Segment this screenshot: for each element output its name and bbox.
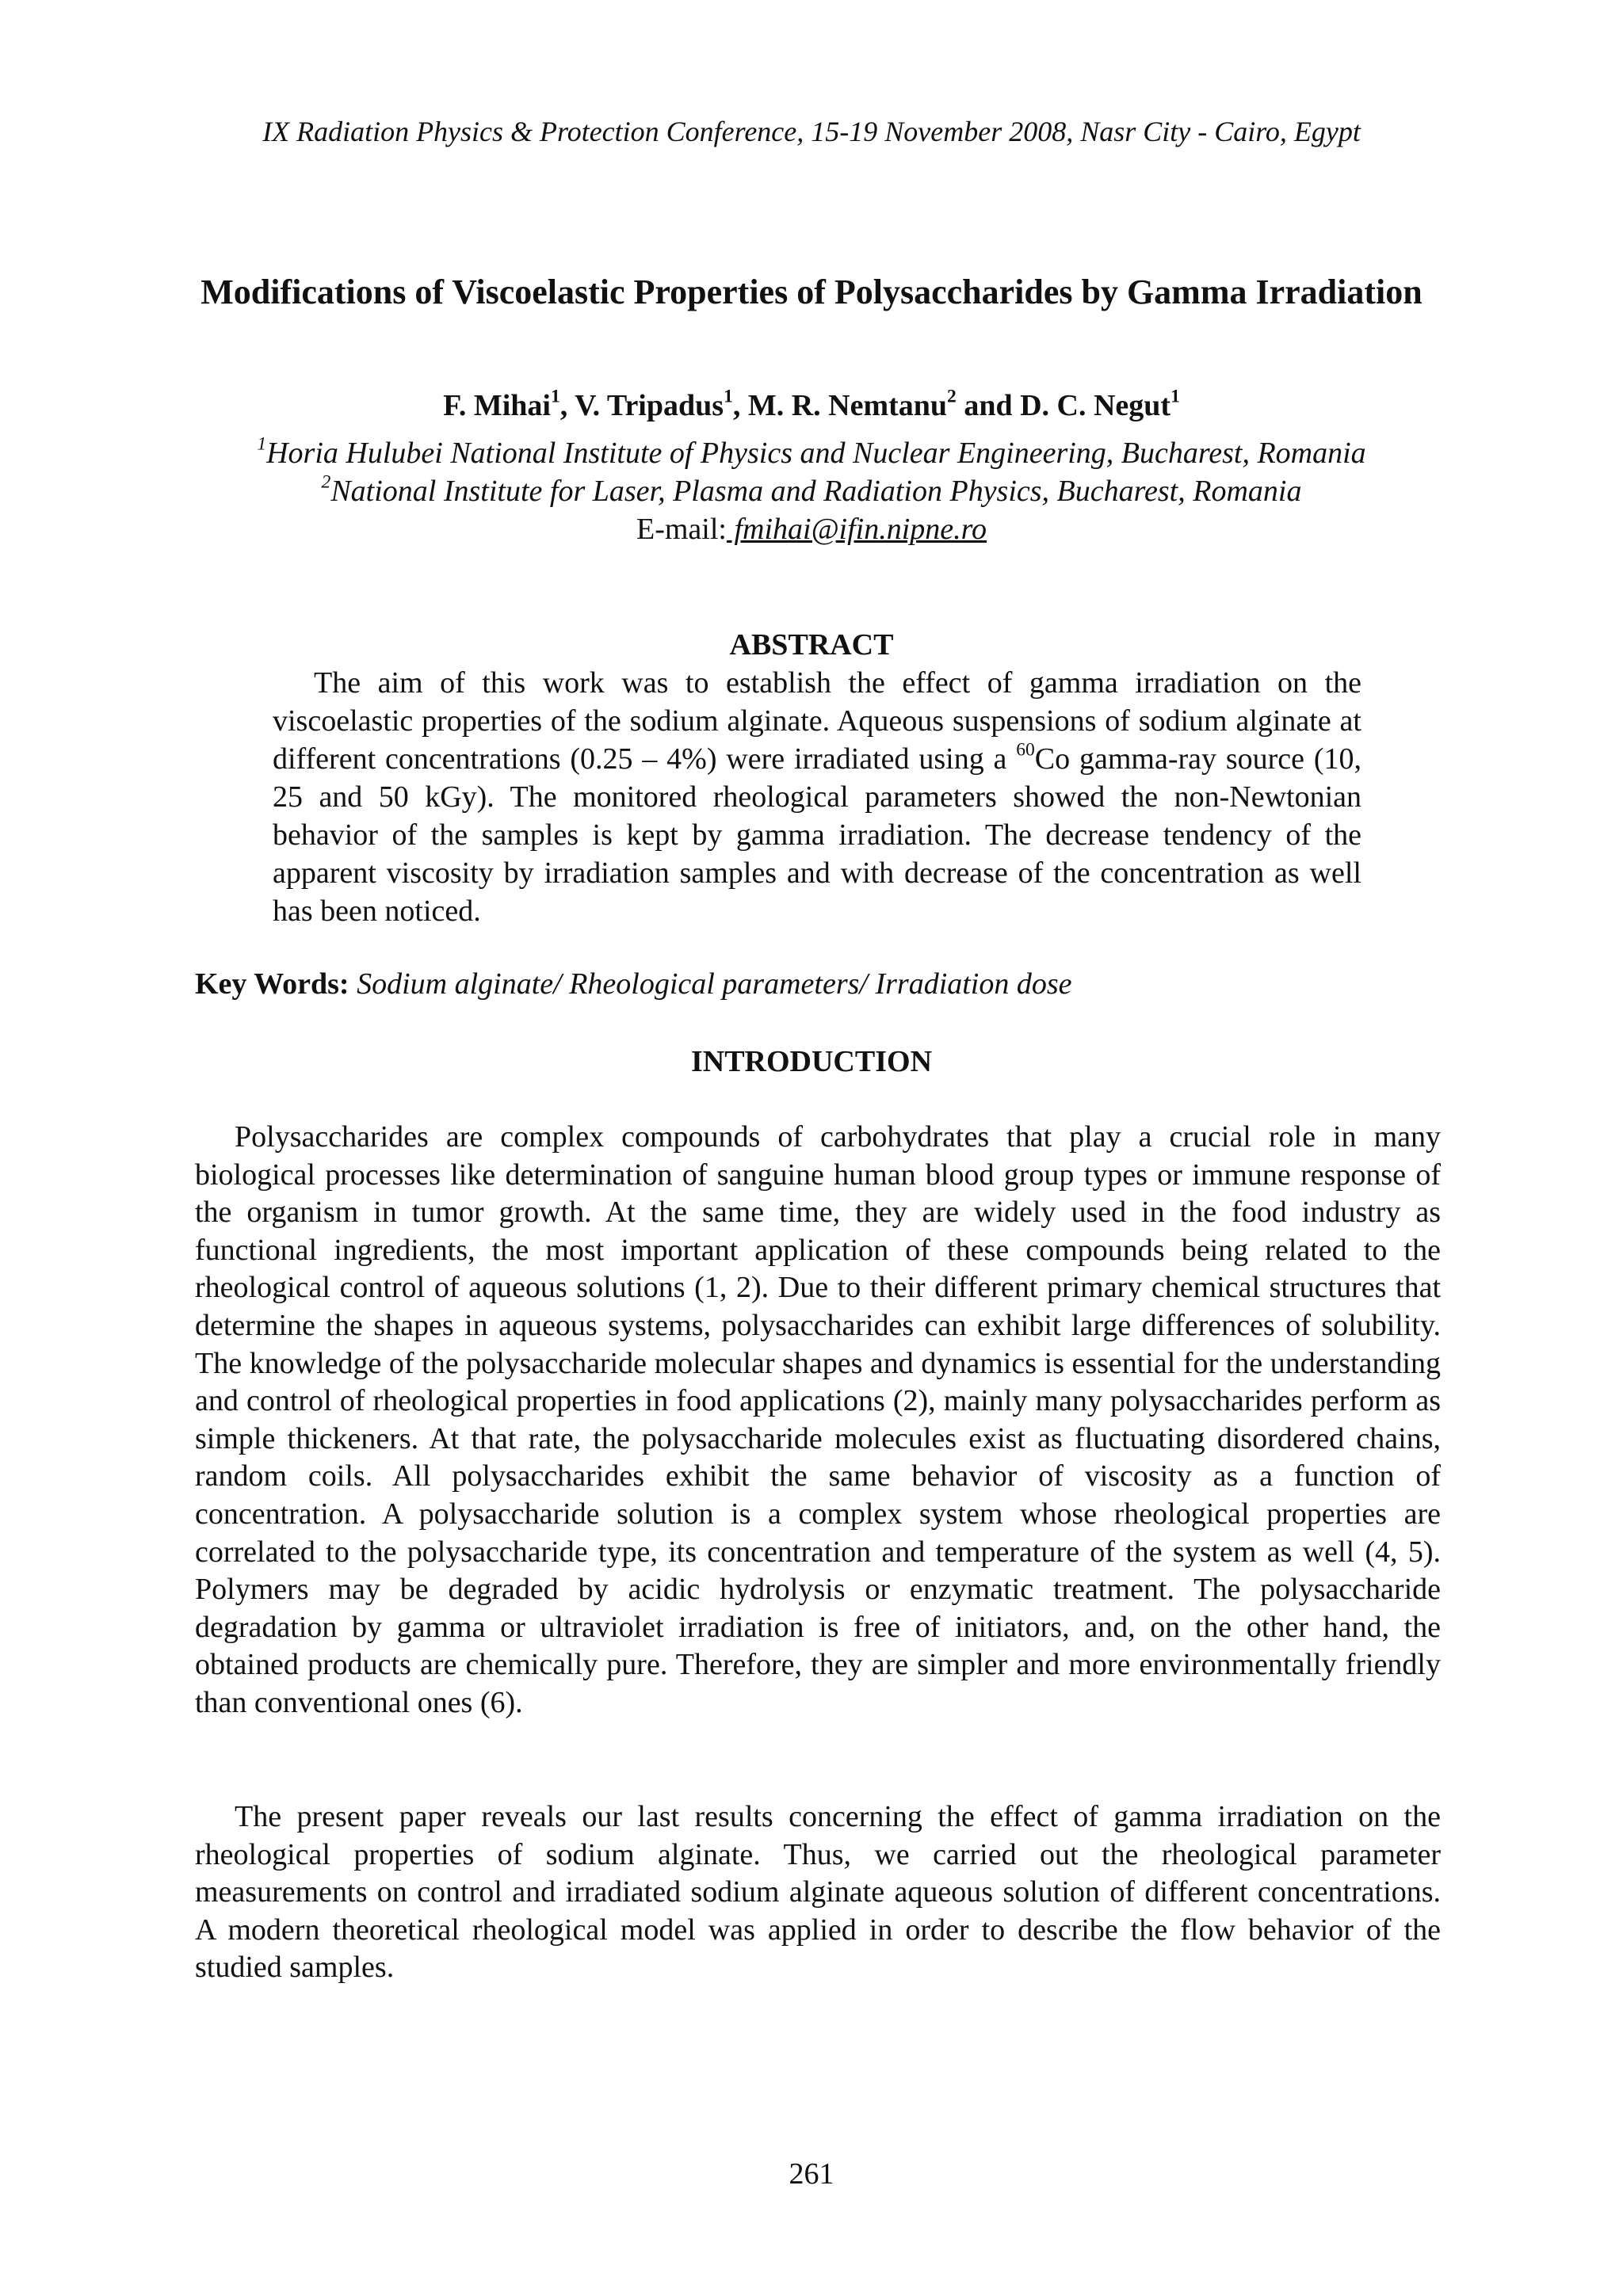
author-name: V. Tripadus xyxy=(575,389,724,422)
affiliation-mark: 1 xyxy=(257,433,267,455)
introduction-paragraph: Polysaccharides are complex compounds of carbohydrates that play a crucial role in many biological processes like determination of sanguine human blood group types or immune response of the organism in tumor growth. At the same time, they are widely used in the food industry as functional ingredients, the most important application of these compounds being related to the rheological control of aqueous solutions (1, 2). Due to their different primary chemical structures that determine the shapes in aqueous systems, polysaccharides can exhibit large differences of solubility. The knowledge of the polysaccharide molecular shapes and dynamics is essential for the understanding and control of rheological properties in food applications (2), mainly many polysaccharides perform as simple thickeners. At that rate, the polysaccharide molecules exist as fluctuating disordered chains, random coils. All polysaccharides exhibit the same behavior of viscosity as a function of concentration. A polysaccharide solution is a complex system whose rheological properties are correlated to the polysaccharide type, its concentration and temperature of the system as well (4, 5). Polymers may be degraded by acidic hydrolysis or enzymatic treatment. The polysaccharide degradation by gamma or ultraviolet irradiation is free of initiators, and, on the other hand, the obtained products are chemically pure. Therefore, they are simpler and more environmentally friendly than conventional ones (6). xyxy=(195,1120,1441,1719)
introduction-heading: INTRODUCTION xyxy=(690,1045,933,1078)
author-name: D. C. Negut xyxy=(1020,389,1171,422)
keywords-value: Sodium alginate/ Rheological parameters/ Irradiation dose xyxy=(357,967,1072,1001)
author-separator: and xyxy=(956,389,1021,422)
affiliation-2 xyxy=(119,472,1504,510)
author-affiliation-mark: 1 xyxy=(1170,386,1180,407)
affiliation-text: National Institute for Laser, Plasma and Radiation Physics, Bucharest, Romania xyxy=(330,475,1302,508)
author-affiliation-mark: 1 xyxy=(724,386,733,407)
paper-title: Modifications of Viscoelastic Properties of Polysaccharides by Gamma Irradiation xyxy=(200,273,1423,311)
contact-email-line xyxy=(198,510,1425,548)
email-link[interactable]: fmihai@ifin.nipne.ro xyxy=(726,513,987,546)
author-affiliation-mark: 2 xyxy=(947,386,957,407)
affiliation-text: Horia Hulubei National Institute of Physics and Nuclear Engineering, Bucharest, Romania xyxy=(266,437,1366,470)
abstract-text-part: The aim of this work was to establish the effect of gamma irradiation on the viscoelastic properties of the sodium alginate. Aqueous suspensions of sodium alginate at different concentrations (0.25 – 4%) were irradiated using a xyxy=(273,666,1361,776)
author-separator: , xyxy=(732,389,748,422)
email-label: E-mail: xyxy=(636,513,727,546)
isotope-symbol: Co xyxy=(1034,742,1071,776)
author-affiliation-mark: 1 xyxy=(550,386,560,407)
abstract-heading: ABSTRACT xyxy=(729,628,894,662)
isotope-mass-number: 60 xyxy=(1016,739,1035,761)
keywords-line xyxy=(195,965,1447,1003)
introduction-paragraph: The present paper reveals our last results concerning the effect of gamma irradiation on the rheological properties of sodium alginate. Thus, we carried out the rheological parameter measurements on control and irradiated sodium alginate aqueous solution of different concentrations. A modern theoretical rheological model was applied in order to describe the flow behavior of the studied samples. xyxy=(195,1800,1441,1985)
keywords-label: Key Words: xyxy=(195,967,349,1001)
page-number: 261 xyxy=(789,2157,834,2191)
affiliation-1 xyxy=(119,434,1504,472)
abstract-text xyxy=(273,664,1361,930)
author-separator: , xyxy=(559,389,575,422)
affiliation-mark: 2 xyxy=(321,471,331,493)
author-name: M. R. Nemtanu xyxy=(747,389,948,422)
author-list xyxy=(198,387,1425,425)
author-name: F. Mihai xyxy=(443,389,551,422)
abstract-text-part: gamma-ray source (10, 25 and 50 kGy). The monitored rheological parameters showed the non-Newtonian behavior of the samples is kept by gamma irradiation. The decrease tendency of the apparent viscosity by irradiation samples and with decrease of the concentration as well has been noticed. xyxy=(273,742,1361,928)
running-header: IX Radiation Physics & Protection Conference, 15-19 November 2008, Nasr City - Cairo, Egypt xyxy=(262,116,1361,147)
